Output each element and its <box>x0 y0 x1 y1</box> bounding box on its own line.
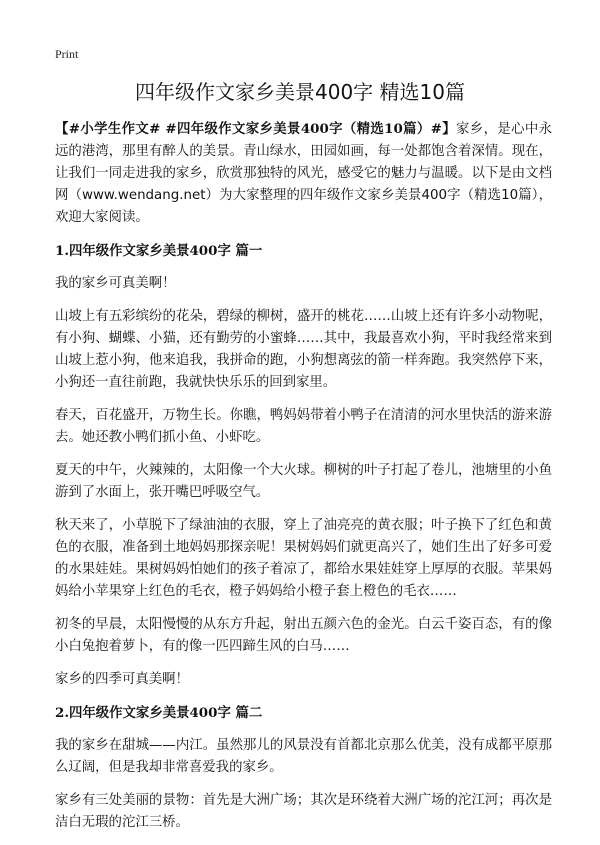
paragraph: 家乡有三处美丽的景物：首先是大洲广场；其次是环绕着大洲广场的沱江河；再次是洁白无瑕的沱江三桥。 <box>55 793 552 830</box>
intro-paragraph <box>55 118 552 229</box>
paragraph: 家乡的四季可真美啊！ <box>55 672 189 687</box>
paragraph: 我的家乡可真美啊！ <box>55 276 176 291</box>
paragraph: 初冬的早晨，太阳慢慢的从东方升起，射出五颜六色的金光。白云千姿百态，有的像小白兔抱着萝卜，有的像一匹四蹄生风的白马…… <box>55 617 552 654</box>
section-heading: 2.四年级作文家乡美景400字 篇二 <box>55 705 263 721</box>
section-heading: 1.四年级作文家乡美景400字 篇一 <box>55 243 263 259</box>
paragraph: 山坡上有五彩缤纷的花朵，碧绿的柳树，盛开的桃花……山坡上还有许多小动物呢，有小狗、蝴蝶、小猫，还有勤劳的小蜜蜂……其中，我最喜欢小狗，平时我经常来到山坡上惹小狗，他来追我，我拼命的跑，小狗想离弦的箭一样奔跑。我突然停下来，小狗还一直往前跑，我就快快乐乐的回到家里。 <box>55 309 552 390</box>
paragraph: 我的家乡在甜城——内江。虽然那儿的风景没有首都北京那么优美，没有成都平原那么辽阔，但是我却非常喜爱我的家乡。 <box>55 738 552 775</box>
page-title: 四年级作文家乡美景400字 精选10篇 <box>135 80 465 104</box>
paragraph: 春天，百花盛开，万物生长。你瞧，鸭妈妈带着小鸭子在清清的河水里快活的游来游去。她还教小鸭们抓小鱼、小虾吃。 <box>55 408 552 445</box>
paragraph: 夏天的中午，火辣辣的，太阳像一个大火球。柳树的叶子打起了卷儿，池塘里的小鱼游到了水面上，张开嘴巴呼吸空气。 <box>55 463 552 500</box>
print-label: Print <box>55 47 79 61</box>
intro-text: 家乡，是心中永远的港湾，那里有醉人的美景。青山绿水，田园如画，每一处都饱含着深情。现在，让我们一同走进我的家乡，欣赏那独特的风光，感受它的魅力与温暖。以下是由文档网（www.wendang.net）为大家整理的四年级作文家乡美景400字（精选10篇），欢迎大家阅读。 <box>55 122 552 225</box>
article-body <box>55 118 552 845</box>
intro-tag: 【#小学生作文# #四年级作文家乡美景400字（精选10篇）#】 <box>55 121 457 137</box>
paragraph: 秋天来了，小草脱下了绿油油的衣服，穿上了油亮亮的黄衣服；叶子换下了红色和黄色的衣服，准备到土地妈妈那探亲呢！果树妈妈们就更高兴了，她们生出了好多可爱的水果娃娃。果树妈妈怕她们的孩子着凉了，都给水果娃娃穿上厚厚的衣服。苹果妈妈给小苹果穿上红色的毛衣，橙子妈妈给小橙子套上橙色的毛衣…… <box>55 518 552 599</box>
